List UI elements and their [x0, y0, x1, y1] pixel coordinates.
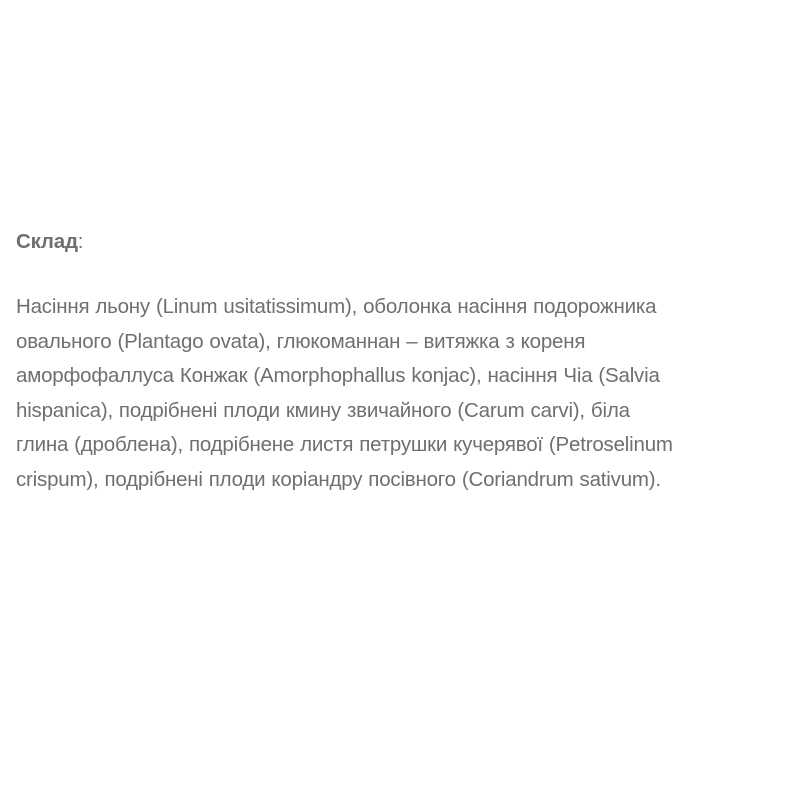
composition-heading	[16, 226, 792, 258]
ingredients-line: crispum), подрібнені плоди коріандру посівного (Coriandrum sativum).	[16, 467, 661, 491]
composition-heading-colon: :	[77, 230, 84, 253]
ingredients-line: hispanica), подрібнені плоди кмину звичайного (Carum carvi), біла	[16, 398, 630, 422]
ingredients-line: овального (Plantago ovata), глюкоманнан – витяжка з кореня	[16, 329, 586, 353]
ingredients-line: Насіння льону (Linum usitatissimum), оболонка насіння подорожника	[16, 295, 657, 318]
ingredients-line: аморфофаллуса Конжак (Amorphophallus konjac), насіння Чіа (Salvia	[16, 364, 660, 387]
composition-section	[16, 226, 792, 497]
composition-heading-label: Склад	[16, 230, 78, 253]
ingredients-line: глина (дроблена), подрібнене листя петрушки кучерявої (Petroselinum	[16, 433, 673, 456]
ingredients-paragraph	[16, 290, 792, 497]
